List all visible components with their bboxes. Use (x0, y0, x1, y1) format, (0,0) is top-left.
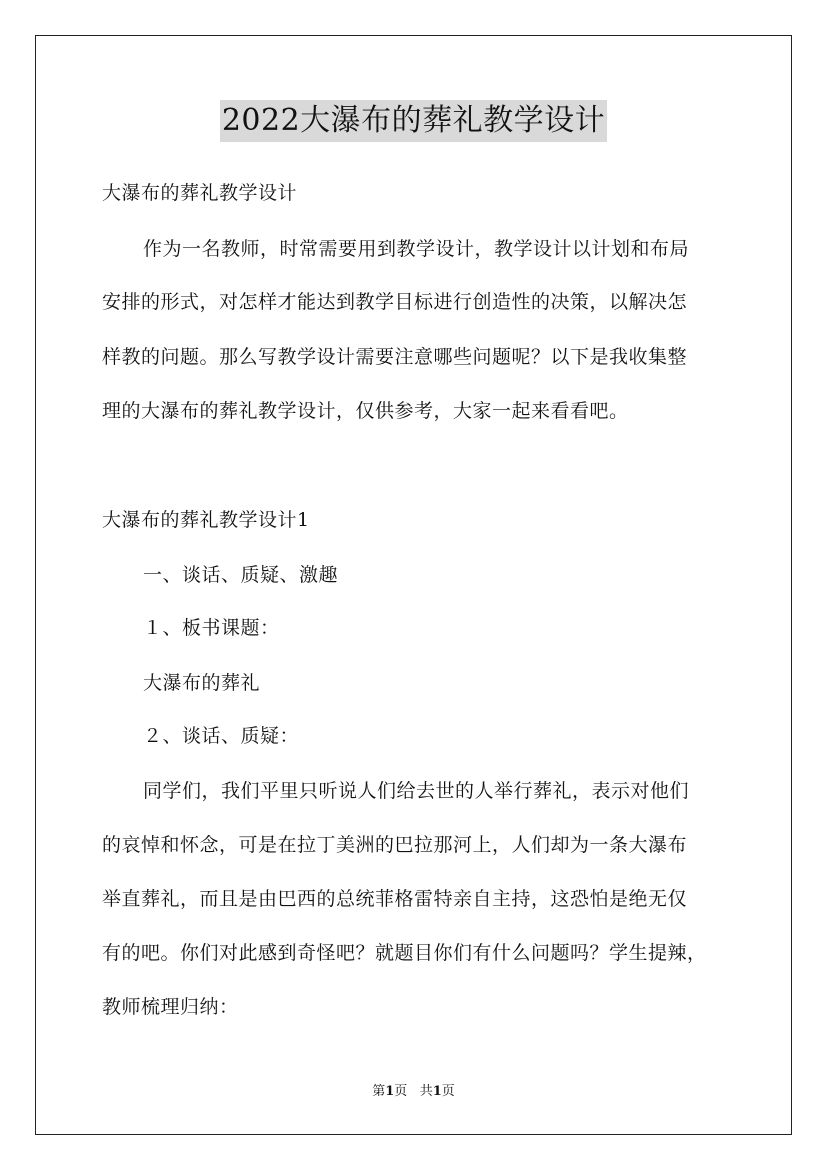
paragraph-line: 作为一名教师，时常需要用到教学设计，教学设计以计划和布局 (143, 238, 690, 260)
page-footer (0, 1084, 827, 1100)
paragraph-line: 样教的问题。那么写教学设计需要注意哪些问题呢？以下是我收集整 (102, 346, 688, 368)
paragraph-line: 有的吧。你们对此感到奇怪吧？就题目你们有什么问题吗？学生提辣， (102, 942, 707, 964)
footer-total-pages: 1 (432, 1084, 442, 1099)
list-item: 一、谈话、质疑、激趣 (143, 564, 339, 586)
section-heading: 大瀑布的葬礼教学设计1 (102, 509, 310, 531)
footer-total-prefix: 共 (419, 1084, 433, 1099)
footer-total-suffix: 页 (441, 1084, 455, 1099)
footer-prefix: 第 (372, 1084, 386, 1099)
paragraph-line: 举直葬礼，而且是由巴西的总统菲格雷特亲自主持，这恐怕是绝无仅 (102, 888, 688, 910)
paragraph-line: 安排的形式，对怎样才能达到教学目标进行创造性的决策，以解决怎 (102, 291, 688, 313)
list-item: １、板书课题： (143, 617, 280, 639)
list-item: 大瀑布的葬礼 (143, 672, 261, 694)
paragraph-line: 的哀悼和怀念，可是在拉丁美洲的巴拉那河上，人们却为一条大瀑布 (102, 834, 688, 856)
footer-page-number: 1 (385, 1084, 395, 1099)
list-item: ２、谈话、质疑： (143, 725, 300, 747)
document-title: 2022大瀑布的葬礼教学设计 (220, 100, 607, 142)
paragraph-line: 理的大瀑布的葬礼教学设计，仅供参考，大家一起来看看吧。 (102, 400, 629, 422)
title-container (0, 100, 827, 142)
paragraph-line: 同学们，我们平里只听说人们给去世的人举行葬礼，表示对他们 (143, 780, 690, 802)
section-heading: 大瀑布的葬礼教学设计 (102, 182, 298, 204)
footer-page-suffix: 页 (394, 1084, 408, 1099)
paragraph-line: 教师梳理归纳： (102, 996, 239, 1018)
